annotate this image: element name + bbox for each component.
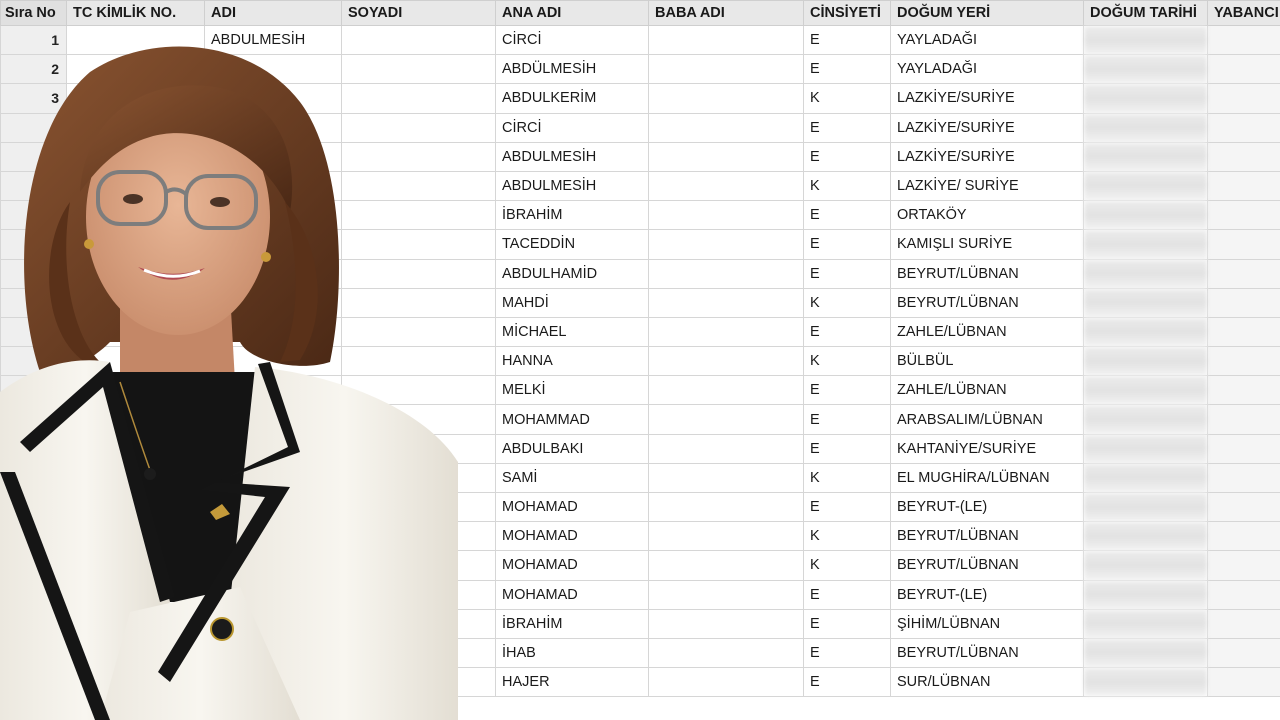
cinsiyet-cell[interactable]: E	[804, 580, 891, 609]
row-number-cell[interactable]: 3	[1, 84, 67, 113]
baba-adi-cell[interactable]	[649, 522, 804, 551]
dogum-yeri-cell[interactable]: KAMIŞLI SURİYE	[891, 230, 1084, 259]
yabanci-cell[interactable]	[1208, 84, 1280, 113]
dogum-tarihi-cell-redacted[interactable]	[1084, 171, 1208, 200]
baba-adi-cell[interactable]	[649, 493, 804, 522]
cinsiyet-cell[interactable]: E	[804, 317, 891, 346]
yabanci-cell[interactable]	[1208, 142, 1280, 171]
baba-adi-cell[interactable]	[649, 376, 804, 405]
dogum-yeri-cell[interactable]: BEYRUT/LÜBNAN	[891, 638, 1084, 667]
dogum-yeri-cell[interactable]: BEYRUT/LÜBNAN	[891, 288, 1084, 317]
yabanci-cell[interactable]	[1208, 347, 1280, 376]
row-number-cell[interactable]: 2	[1, 55, 67, 84]
ana-adi-cell[interactable]: HANNA	[496, 347, 649, 376]
dogum-tarihi-cell-redacted[interactable]	[1084, 493, 1208, 522]
yabanci-cell[interactable]	[1208, 113, 1280, 142]
dogum-yeri-cell[interactable]: LAZKİYE/SURİYE	[891, 84, 1084, 113]
column-header[interactable]: BABA ADI	[649, 1, 804, 26]
ana-adi-cell[interactable]: ABDULKERİM	[496, 84, 649, 113]
portrait-photo-icon	[0, 42, 458, 720]
cinsiyet-cell[interactable]: E	[804, 259, 891, 288]
dogum-yeri-cell[interactable]: BEYRUT-(LE)	[891, 493, 1084, 522]
column-header[interactable]: ANA ADI	[496, 1, 649, 26]
dogum-yeri-cell[interactable]: LAZKİYE/SURİYE	[891, 142, 1084, 171]
cinsiyet-cell[interactable]: E	[804, 26, 891, 55]
cinsiyet-cell[interactable]: K	[804, 288, 891, 317]
dogum-tarihi-cell-redacted[interactable]	[1084, 580, 1208, 609]
ana-adi-cell[interactable]: MOHAMAD	[496, 580, 649, 609]
dogum-yeri-cell[interactable]: ZAHLE/LÜBNAN	[891, 376, 1084, 405]
yabanci-cell[interactable]	[1208, 434, 1280, 463]
cinsiyet-cell[interactable]: E	[804, 609, 891, 638]
dogum-tarihi-cell-redacted[interactable]	[1084, 26, 1208, 55]
dogum-yeri-cell[interactable]: YAYLADAĞI	[891, 55, 1084, 84]
ana-adi-cell[interactable]: ABDÜLMESİH	[496, 55, 649, 84]
cinsiyet-cell[interactable]: E	[804, 142, 891, 171]
baba-adi-cell[interactable]	[649, 230, 804, 259]
yabanci-cell[interactable]	[1208, 493, 1280, 522]
dogum-tarihi-cell-redacted[interactable]	[1084, 288, 1208, 317]
dogum-yeri-cell[interactable]: BEYRUT/LÜBNAN	[891, 259, 1084, 288]
yabanci-cell[interactable]	[1208, 551, 1280, 580]
baba-adi-cell[interactable]	[649, 405, 804, 434]
yabanci-cell[interactable]	[1208, 522, 1280, 551]
baba-adi-cell[interactable]	[649, 580, 804, 609]
baba-adi-cell[interactable]	[649, 347, 804, 376]
ana-adi-cell[interactable]: İHAB	[496, 638, 649, 667]
yabanci-cell[interactable]	[1208, 668, 1280, 697]
ana-adi-cell[interactable]: MOHAMAD	[496, 551, 649, 580]
yabanci-cell[interactable]	[1208, 405, 1280, 434]
yabanci-cell[interactable]	[1208, 55, 1280, 84]
cinsiyet-cell[interactable]: E	[804, 376, 891, 405]
dogum-yeri-cell[interactable]: YAYLADAĞI	[891, 26, 1084, 55]
dogum-tarihi-cell-redacted[interactable]	[1084, 434, 1208, 463]
baba-adi-cell[interactable]	[649, 171, 804, 200]
baba-adi-cell[interactable]	[649, 84, 804, 113]
baba-adi-cell[interactable]	[649, 201, 804, 230]
cinsiyet-cell[interactable]: K	[804, 463, 891, 492]
dogum-tarihi-cell-redacted[interactable]	[1084, 259, 1208, 288]
dogum-tarihi-cell-redacted[interactable]	[1084, 142, 1208, 171]
dogum-tarihi-cell-redacted[interactable]	[1084, 201, 1208, 230]
dogum-tarihi-cell-redacted[interactable]	[1084, 230, 1208, 259]
dogum-yeri-cell[interactable]: BEYRUT/LÜBNAN	[891, 551, 1084, 580]
dogum-yeri-cell[interactable]: EL MUGHİRA/LÜBNAN	[891, 463, 1084, 492]
column-header[interactable]: SOYADI	[342, 1, 496, 26]
baba-adi-cell[interactable]	[649, 434, 804, 463]
ana-adi-cell[interactable]: MİCHAEL	[496, 317, 649, 346]
row-number-cell[interactable]: 1	[1, 26, 67, 55]
dogum-tarihi-cell-redacted[interactable]	[1084, 638, 1208, 667]
ana-adi-cell[interactable]: MOHAMAD	[496, 493, 649, 522]
ana-adi-cell[interactable]: ABDULHAMİD	[496, 259, 649, 288]
ana-adi-cell[interactable]: CİRCİ	[496, 113, 649, 142]
dogum-yeri-cell[interactable]: BEYRUT-(LE)	[891, 580, 1084, 609]
cinsiyet-cell[interactable]: E	[804, 434, 891, 463]
baba-adi-cell[interactable]	[649, 317, 804, 346]
column-header[interactable]: TC KİMLİK NO.	[67, 1, 205, 26]
dogum-yeri-cell[interactable]: ZAHLE/LÜBNAN	[891, 317, 1084, 346]
dogum-yeri-cell[interactable]: ORTAKÖY	[891, 201, 1084, 230]
yabanci-cell[interactable]	[1208, 288, 1280, 317]
adi-cell[interactable]: ABDULMESİH	[205, 26, 342, 55]
cinsiyet-cell[interactable]: E	[804, 405, 891, 434]
dogum-tarihi-cell-redacted[interactable]	[1084, 522, 1208, 551]
dogum-tarihi-cell-redacted[interactable]	[1084, 376, 1208, 405]
cinsiyet-cell[interactable]: E	[804, 230, 891, 259]
yabanci-cell[interactable]	[1208, 201, 1280, 230]
cinsiyet-cell[interactable]: K	[804, 347, 891, 376]
yabanci-cell[interactable]	[1208, 638, 1280, 667]
baba-adi-cell[interactable]	[649, 551, 804, 580]
dogum-yeri-cell[interactable]: BEYRUT/LÜBNAN	[891, 522, 1084, 551]
dogum-tarihi-cell-redacted[interactable]	[1084, 405, 1208, 434]
yabanci-cell[interactable]	[1208, 171, 1280, 200]
ana-adi-cell[interactable]: MAHDİ	[496, 288, 649, 317]
dogum-tarihi-cell-redacted[interactable]	[1084, 113, 1208, 142]
ana-adi-cell[interactable]: TACEDDİN	[496, 230, 649, 259]
cinsiyet-cell[interactable]: K	[804, 522, 891, 551]
baba-adi-cell[interactable]	[649, 463, 804, 492]
ana-adi-cell[interactable]: HAJER	[496, 668, 649, 697]
dogum-tarihi-cell-redacted[interactable]	[1084, 609, 1208, 638]
dogum-yeri-cell[interactable]: LAZKİYE/ SURİYE	[891, 171, 1084, 200]
baba-adi-cell[interactable]	[649, 259, 804, 288]
baba-adi-cell[interactable]	[649, 142, 804, 171]
yabanci-cell[interactable]	[1208, 463, 1280, 492]
ana-adi-cell[interactable]: ABDULMESİH	[496, 142, 649, 171]
dogum-yeri-cell[interactable]: LAZKİYE/SURİYE	[891, 113, 1084, 142]
baba-adi-cell[interactable]	[649, 113, 804, 142]
cinsiyet-cell[interactable]: E	[804, 668, 891, 697]
dogum-tarihi-cell-redacted[interactable]	[1084, 55, 1208, 84]
yabanci-cell[interactable]	[1208, 580, 1280, 609]
yabanci-cell[interactable]	[1208, 317, 1280, 346]
baba-adi-cell[interactable]	[649, 55, 804, 84]
cinsiyet-cell[interactable]: E	[804, 493, 891, 522]
dogum-yeri-cell[interactable]: BÜLBÜL	[891, 347, 1084, 376]
yabanci-cell[interactable]	[1208, 609, 1280, 638]
dogum-tarihi-cell-redacted[interactable]	[1084, 317, 1208, 346]
dogum-yeri-cell[interactable]: ŞİHİM/LÜBNAN	[891, 609, 1084, 638]
yabanci-cell[interactable]	[1208, 376, 1280, 405]
dogum-tarihi-cell-redacted[interactable]	[1084, 347, 1208, 376]
ana-adi-cell[interactable]: MELKİ	[496, 376, 649, 405]
dogum-tarihi-cell-redacted[interactable]	[1084, 668, 1208, 697]
baba-adi-cell[interactable]	[649, 668, 804, 697]
baba-adi-cell[interactable]	[649, 288, 804, 317]
ana-adi-cell[interactable]: ABDULBAKI	[496, 434, 649, 463]
cinsiyet-cell[interactable]: E	[804, 638, 891, 667]
column-header[interactable]: CİNSİYETİ	[804, 1, 891, 26]
cinsiyet-cell[interactable]: K	[804, 84, 891, 113]
dogum-tarihi-cell-redacted[interactable]	[1084, 551, 1208, 580]
baba-adi-cell[interactable]	[649, 609, 804, 638]
dogum-tarihi-cell-redacted[interactable]	[1084, 84, 1208, 113]
ana-adi-cell[interactable]: CİRCİ	[496, 26, 649, 55]
column-header[interactable]: YABANCI	[1208, 1, 1280, 26]
ana-adi-cell[interactable]: SAMİ	[496, 463, 649, 492]
dogum-yeri-cell[interactable]: SUR/LÜBNAN	[891, 668, 1084, 697]
column-header[interactable]: ADI	[205, 1, 342, 26]
cinsiyet-cell[interactable]: E	[804, 113, 891, 142]
dogum-tarihi-cell-redacted[interactable]	[1084, 463, 1208, 492]
yabanci-cell[interactable]	[1208, 230, 1280, 259]
ana-adi-cell[interactable]: İBRAHİM	[496, 609, 649, 638]
column-header[interactable]: Sıra No	[1, 1, 67, 26]
ana-adi-cell[interactable]: MOHAMMAD	[496, 405, 649, 434]
baba-adi-cell[interactable]	[649, 26, 804, 55]
yabanci-cell[interactable]	[1208, 259, 1280, 288]
header-row	[1, 1, 1280, 26]
column-header[interactable]: DOĞUM YERİ	[891, 1, 1084, 26]
column-header[interactable]: DOĞUM TARİHİ	[1084, 1, 1208, 26]
ana-adi-cell[interactable]: ABDULMESİH	[496, 171, 649, 200]
cinsiyet-cell[interactable]: K	[804, 551, 891, 580]
cinsiyet-cell[interactable]: E	[804, 201, 891, 230]
baba-adi-cell[interactable]	[649, 638, 804, 667]
yabanci-cell[interactable]	[1208, 26, 1280, 55]
ana-adi-cell[interactable]: MOHAMAD	[496, 522, 649, 551]
cinsiyet-cell[interactable]: K	[804, 171, 891, 200]
cinsiyet-cell[interactable]: E	[804, 55, 891, 84]
portrait-overlay	[0, 42, 458, 720]
dogum-yeri-cell[interactable]: KAHTANİYE/SURİYE	[891, 434, 1084, 463]
ana-adi-cell[interactable]: İBRAHİM	[496, 201, 649, 230]
dogum-yeri-cell[interactable]: ARABSALIM/LÜBNAN	[891, 405, 1084, 434]
